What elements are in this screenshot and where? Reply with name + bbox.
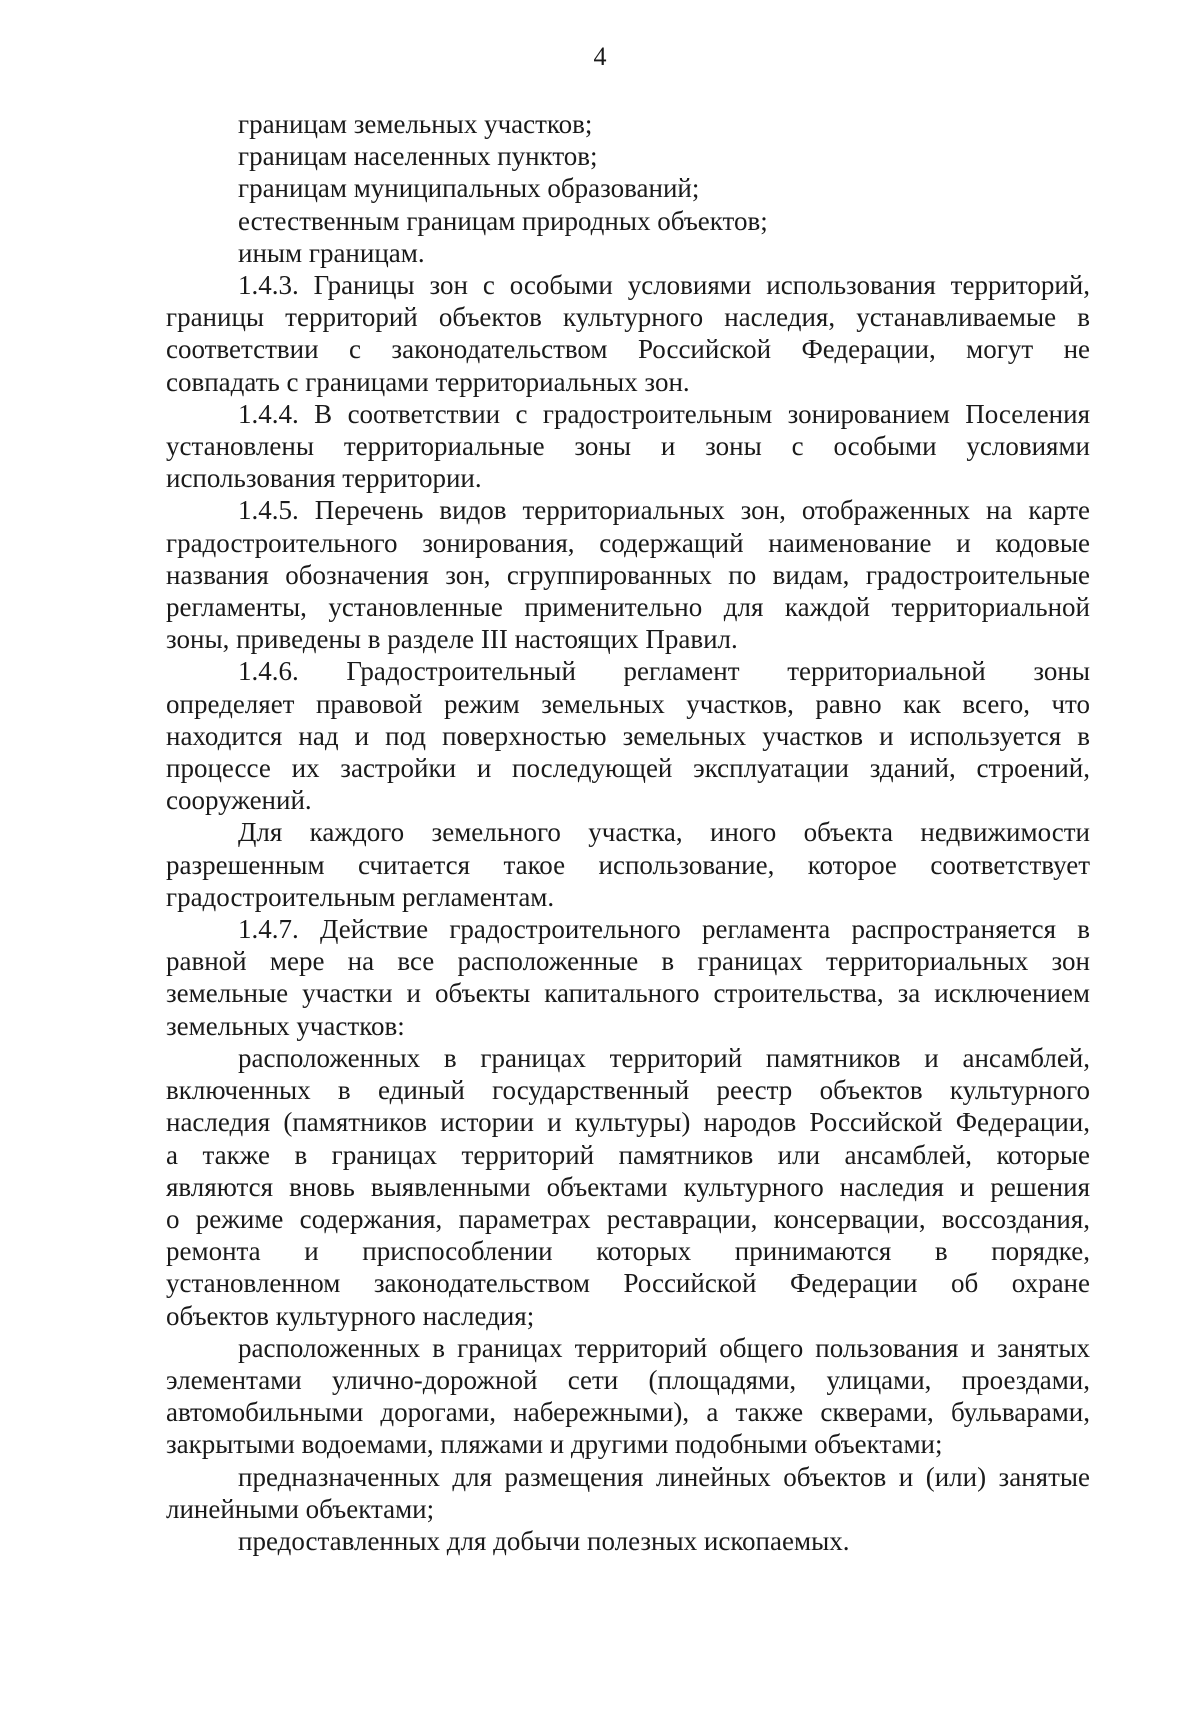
text-line: 1.4.3. Границы зон с особыми условиями использования территорий, xyxy=(238,270,1090,301)
text-line: соответствии с законодательством Российской Федерации, могут не xyxy=(166,334,1090,365)
text-line: границы территорий объектов культурного наследия, устанавливаемые в xyxy=(166,302,1090,333)
text-line: регламенты, установленные применительно для каждой территориальной xyxy=(166,592,1090,623)
text-line: закрытыми водоемами, пляжами и другими подобными объектами; xyxy=(166,1429,943,1460)
text-line: предоставленных для добычи полезных ископаемых. xyxy=(238,1525,850,1556)
text-line: иным границам. xyxy=(238,237,425,268)
text-line: градостроительного зонирования, содержащий наименование и кодовые xyxy=(166,527,1090,558)
text-line: предназначенных для размещения линейных объектов и (или) занятые xyxy=(238,1461,1090,1492)
text-line: определяет правовой режим земельных участков, равно как всего, что xyxy=(166,688,1090,719)
text-line: земельные участки и объекты капитального строительства, за исключением xyxy=(166,978,1090,1009)
text-line: являются вновь выявленными объектами культурного наследия и решения xyxy=(166,1171,1090,1202)
text-line: границам муниципальных образований; xyxy=(238,173,700,204)
text-line: границам населенных пунктов; xyxy=(238,141,598,172)
text-line: названия обозначения зон, сгруппированных по видам, градостроительные xyxy=(166,559,1090,590)
text-line: разрешенным считается такое использование, которое соответствует xyxy=(166,849,1090,880)
text-line: градостроительным регламентам. xyxy=(166,881,555,912)
text-line: границам земельных участков; xyxy=(238,109,593,139)
text-line: находится над и под поверхностью земельных участков и используется в xyxy=(166,720,1090,751)
text-line: земельных участков: xyxy=(166,1010,405,1041)
text-line: зоны, приведены в разделе III настоящих Правил. xyxy=(166,624,738,655)
page-number: 4 xyxy=(593,42,607,71)
text-line: объектов культурного наследия; xyxy=(166,1300,535,1331)
text-line: элементами улично-дорожной сети (площадями, улицами, проездами, xyxy=(166,1364,1090,1395)
text-line: включенных в единый государственный реестр объектов культурного xyxy=(166,1075,1090,1106)
text-line: естественным границам природных объектов; xyxy=(238,205,768,236)
text-line: наследия (памятников истории и культуры) народов Российской Федерации, xyxy=(166,1107,1090,1138)
text-line: сооружений. xyxy=(166,785,312,816)
text-line: равной мере на все расположенные в границах территориальных зон xyxy=(166,946,1090,977)
text-line: установлены территориальные зоны и зоны с особыми условиями xyxy=(166,431,1090,462)
text-line: расположенных в границах территорий памятников и ансамблей, xyxy=(238,1042,1090,1073)
text-line: ремонта и приспособлении которых принимаются в порядке, xyxy=(166,1236,1090,1267)
text-line: автомобильными дорогами, набережными), а также скверами, бульварами, xyxy=(166,1397,1090,1428)
text-line: 1.4.5. Перечень видов территориальных зон, отображенных на карте xyxy=(238,495,1090,526)
document-body xyxy=(166,108,1090,1557)
text-line: установленном законодательством Российской Федерации об охране xyxy=(166,1268,1090,1299)
text-line: использования территории. xyxy=(166,463,482,494)
text-line: расположенных в границах территорий общего пользования и занятых xyxy=(238,1332,1090,1363)
text-line: Для каждого земельного участка, иного объекта недвижимости xyxy=(238,817,1090,848)
text-line: линейными объектами; xyxy=(166,1493,435,1524)
text-line: 1.4.6. Градостроительный регламент территориальной зоны xyxy=(238,656,1090,687)
text-line: процессе их застройки и последующей эксплуатации зданий, строений, xyxy=(166,753,1090,784)
text-line: а также в границах территорий памятников или ансамблей, которые xyxy=(166,1139,1090,1170)
text-line: 1.4.4. В соответствии с градостроительным зонированием Поселения xyxy=(238,398,1090,429)
text-line: о режиме содержания, параметрах реставрации, консервации, воссоздания, xyxy=(166,1203,1090,1234)
text-line: совпадать с границами территориальных зон. xyxy=(166,366,690,397)
text-line: 1.4.7. Действие градостроительного регламента распространяется в xyxy=(238,914,1090,945)
